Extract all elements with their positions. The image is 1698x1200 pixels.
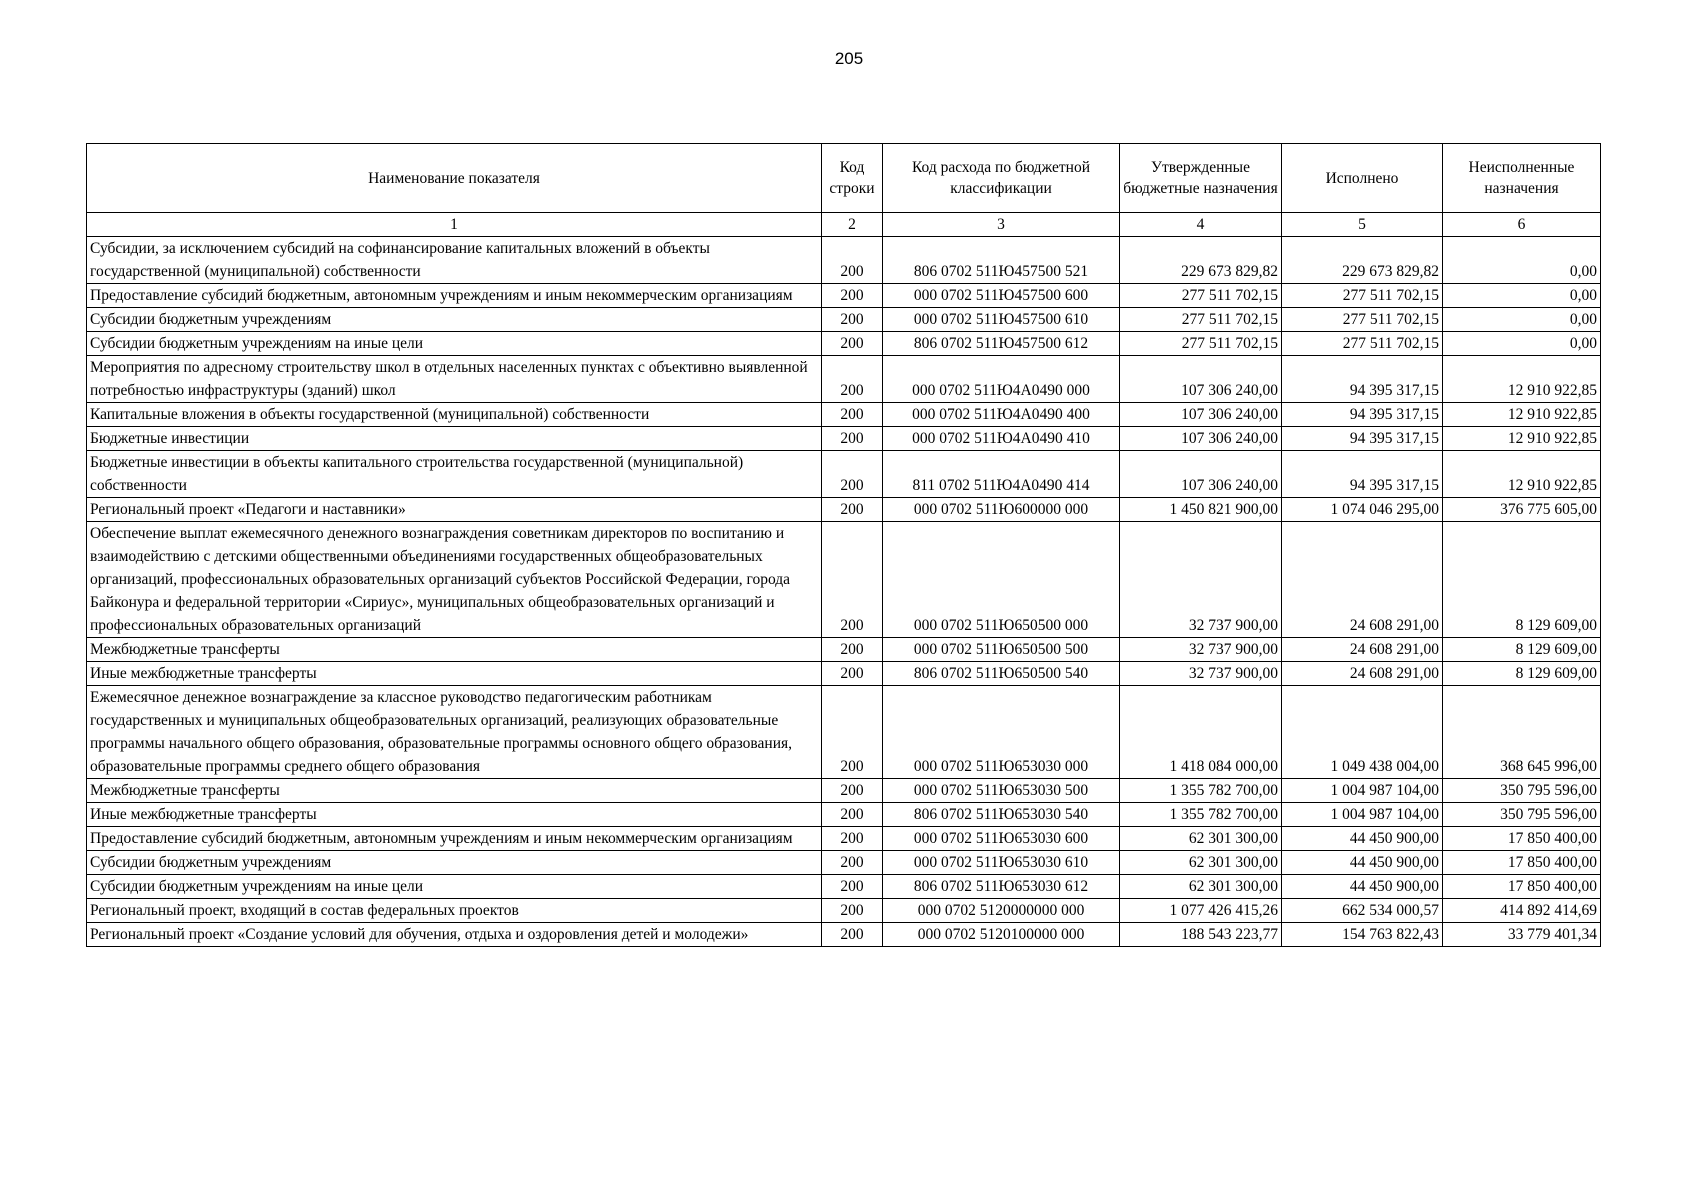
table-row xyxy=(87,827,1601,851)
row-executed-cell: 154 763 822,43 xyxy=(1282,923,1443,947)
header-approved: Утвержденные бюджетные назначения xyxy=(1120,144,1282,213)
page-number: 205 xyxy=(834,49,864,68)
row-name-cell: Обеспечение выплат ежемесячного денежного вознаграждения советникам директоров по воспитанию и взаимодействию с детскими общественными объединениями государственных общеобразовательных организаций, профессиональных образовательных организаций субъектов Российской Федерации, города Байконура и федеральной территории «Сириус», муниципальных общеобразовательных организаций и профессиональных образовательных организаций xyxy=(87,522,822,638)
column-number: 5 xyxy=(1282,213,1443,237)
row-name-cell: Региональный проект «Педагоги и наставники» xyxy=(87,498,822,522)
row-executed-cell: 44 450 900,00 xyxy=(1282,827,1443,851)
row-approved-cell: 62 301 300,00 xyxy=(1120,827,1282,851)
row-classification-cell: 806 0702 511Ю653030 540 xyxy=(883,803,1120,827)
row-approved-cell: 107 306 240,00 xyxy=(1120,451,1282,498)
table-row xyxy=(87,403,1601,427)
row-approved-cell: 107 306 240,00 xyxy=(1120,427,1282,451)
row-name-cell: Иные межбюджетные трансферты xyxy=(87,662,822,686)
row-approved-cell: 277 511 702,15 xyxy=(1120,284,1282,308)
table-header-row xyxy=(87,144,1601,213)
row-line-code-cell: 200 xyxy=(822,779,883,803)
row-executed-cell: 44 450 900,00 xyxy=(1282,875,1443,899)
column-number-row xyxy=(87,213,1601,237)
row-approved-cell: 229 673 829,82 xyxy=(1120,237,1282,284)
table-row xyxy=(87,356,1601,403)
row-name-cell: Субсидии бюджетным учреждениям на иные цели xyxy=(87,875,822,899)
row-classification-cell: 806 0702 511Ю457500 521 xyxy=(883,237,1120,284)
row-line-code-cell: 200 xyxy=(822,662,883,686)
header-budget-classification: Код расхода по бюджетной классификации xyxy=(883,144,1120,213)
row-line-code-cell: 200 xyxy=(822,498,883,522)
row-line-code-cell: 200 xyxy=(822,686,883,779)
table-row xyxy=(87,899,1601,923)
row-unexecuted-cell: 33 779 401,34 xyxy=(1443,923,1601,947)
row-line-code-cell: 200 xyxy=(822,827,883,851)
row-line-code-cell: 200 xyxy=(822,427,883,451)
row-approved-cell: 32 737 900,00 xyxy=(1120,638,1282,662)
row-classification-cell: 000 0702 511Ю457500 610 xyxy=(883,308,1120,332)
row-unexecuted-cell: 17 850 400,00 xyxy=(1443,827,1601,851)
row-executed-cell: 277 511 702,15 xyxy=(1282,332,1443,356)
row-name-cell: Капитальные вложения в объекты государственной (муниципальной) собственности xyxy=(87,403,822,427)
table-row xyxy=(87,803,1601,827)
budget-execution-table xyxy=(86,143,1601,947)
row-name-cell: Региональный проект, входящий в состав федеральных проектов xyxy=(87,899,822,923)
row-approved-cell: 32 737 900,00 xyxy=(1120,522,1282,638)
row-line-code-cell: 200 xyxy=(822,638,883,662)
row-unexecuted-cell: 368 645 996,00 xyxy=(1443,686,1601,779)
row-name-cell: Иные межбюджетные трансферты xyxy=(87,803,822,827)
table-row xyxy=(87,427,1601,451)
row-unexecuted-cell: 414 892 414,69 xyxy=(1443,899,1601,923)
row-approved-cell: 107 306 240,00 xyxy=(1120,403,1282,427)
row-line-code-cell: 200 xyxy=(822,403,883,427)
row-classification-cell: 000 0702 511Ю600000 000 xyxy=(883,498,1120,522)
row-approved-cell: 1 077 426 415,26 xyxy=(1120,899,1282,923)
row-classification-cell: 000 0702 511Ю650500 000 xyxy=(883,522,1120,638)
column-number: 4 xyxy=(1120,213,1282,237)
row-executed-cell: 229 673 829,82 xyxy=(1282,237,1443,284)
row-executed-cell: 94 395 317,15 xyxy=(1282,403,1443,427)
column-number: 6 xyxy=(1443,213,1601,237)
row-classification-cell: 000 0702 511Ю4А0490 400 xyxy=(883,403,1120,427)
row-classification-cell: 000 0702 511Ю650500 500 xyxy=(883,638,1120,662)
row-unexecuted-cell: 12 910 922,85 xyxy=(1443,356,1601,403)
table-row xyxy=(87,284,1601,308)
row-line-code-cell: 200 xyxy=(822,332,883,356)
row-approved-cell: 1 450 821 900,00 xyxy=(1120,498,1282,522)
row-unexecuted-cell: 0,00 xyxy=(1443,308,1601,332)
row-approved-cell: 1 355 782 700,00 xyxy=(1120,779,1282,803)
row-line-code-cell: 200 xyxy=(822,284,883,308)
table-row xyxy=(87,662,1601,686)
row-classification-cell: 806 0702 511Ю653030 612 xyxy=(883,875,1120,899)
row-approved-cell: 1 355 782 700,00 xyxy=(1120,803,1282,827)
row-executed-cell: 277 511 702,15 xyxy=(1282,308,1443,332)
row-unexecuted-cell: 0,00 xyxy=(1443,284,1601,308)
row-classification-cell: 000 0702 511Ю653030 500 xyxy=(883,779,1120,803)
column-number: 1 xyxy=(87,213,822,237)
row-name-cell: Бюджетные инвестиции в объекты капитального строительства государственной (муниципальной) собственности xyxy=(87,451,822,498)
header-indicator-name: Наименование показателя xyxy=(87,144,822,213)
row-line-code-cell: 200 xyxy=(822,451,883,498)
table-row xyxy=(87,686,1601,779)
row-approved-cell: 1 418 084 000,00 xyxy=(1120,686,1282,779)
row-line-code-cell: 200 xyxy=(822,356,883,403)
column-number: 3 xyxy=(883,213,1120,237)
table-row xyxy=(87,851,1601,875)
row-executed-cell: 277 511 702,15 xyxy=(1282,284,1443,308)
row-line-code-cell: 200 xyxy=(822,899,883,923)
row-line-code-cell: 200 xyxy=(822,803,883,827)
row-unexecuted-cell: 17 850 400,00 xyxy=(1443,851,1601,875)
row-classification-cell: 000 0702 511Ю457500 600 xyxy=(883,284,1120,308)
row-unexecuted-cell: 376 775 605,00 xyxy=(1443,498,1601,522)
row-classification-cell: 811 0702 511Ю4А0490 414 xyxy=(883,451,1120,498)
table-row xyxy=(87,875,1601,899)
row-name-cell: Субсидии бюджетным учреждениям xyxy=(87,851,822,875)
row-unexecuted-cell: 350 795 596,00 xyxy=(1443,779,1601,803)
row-unexecuted-cell: 350 795 596,00 xyxy=(1443,803,1601,827)
row-unexecuted-cell: 8 129 609,00 xyxy=(1443,522,1601,638)
row-executed-cell: 24 608 291,00 xyxy=(1282,522,1443,638)
row-classification-cell: 806 0702 511Ю457500 612 xyxy=(883,332,1120,356)
row-line-code-cell: 200 xyxy=(822,851,883,875)
row-unexecuted-cell: 12 910 922,85 xyxy=(1443,427,1601,451)
header-line-code: Код строки xyxy=(822,144,883,213)
row-unexecuted-cell: 12 910 922,85 xyxy=(1443,403,1601,427)
row-executed-cell: 1 049 438 004,00 xyxy=(1282,686,1443,779)
row-approved-cell: 277 511 702,15 xyxy=(1120,332,1282,356)
row-classification-cell: 806 0702 511Ю650500 540 xyxy=(883,662,1120,686)
row-name-cell: Ежемесячное денежное вознаграждение за классное руководство педагогическим работникам государственных и муниципальных общеобразовательных организаций, реализующих образовательные программы начального общего образования, образовательные программы основного общего образования, образовательные программы среднего общего образования xyxy=(87,686,822,779)
table-body xyxy=(87,237,1601,947)
row-approved-cell: 62 301 300,00 xyxy=(1120,851,1282,875)
row-name-cell: Субсидии бюджетным учреждениям на иные цели xyxy=(87,332,822,356)
row-name-cell: Бюджетные инвестиции xyxy=(87,427,822,451)
row-classification-cell: 000 0702 511Ю653030 610 xyxy=(883,851,1120,875)
table-row xyxy=(87,308,1601,332)
row-unexecuted-cell: 8 129 609,00 xyxy=(1443,662,1601,686)
row-executed-cell: 24 608 291,00 xyxy=(1282,638,1443,662)
row-classification-cell: 000 0702 511Ю4А0490 000 xyxy=(883,356,1120,403)
table-row xyxy=(87,451,1601,498)
row-executed-cell: 662 534 000,57 xyxy=(1282,899,1443,923)
row-unexecuted-cell: 0,00 xyxy=(1443,237,1601,284)
row-name-cell: Межбюджетные трансферты xyxy=(87,638,822,662)
row-name-cell: Предоставление субсидий бюджетным, автономным учреждениям и иным некоммерческим организациям xyxy=(87,284,822,308)
row-name-cell: Региональный проект «Создание условий для обучения, отдыха и оздоровления детей и молодежи» xyxy=(87,923,822,947)
row-executed-cell: 94 395 317,15 xyxy=(1282,451,1443,498)
row-name-cell: Межбюджетные трансферты xyxy=(87,779,822,803)
table-row xyxy=(87,522,1601,638)
row-classification-cell: 000 0702 5120100000 000 xyxy=(883,923,1120,947)
table-row xyxy=(87,498,1601,522)
row-name-cell: Субсидии бюджетным учреждениям xyxy=(87,308,822,332)
table-row xyxy=(87,779,1601,803)
row-unexecuted-cell: 17 850 400,00 xyxy=(1443,875,1601,899)
row-executed-cell: 44 450 900,00 xyxy=(1282,851,1443,875)
row-approved-cell: 107 306 240,00 xyxy=(1120,356,1282,403)
row-approved-cell: 32 737 900,00 xyxy=(1120,662,1282,686)
row-classification-cell: 000 0702 511Ю653030 600 xyxy=(883,827,1120,851)
table-row xyxy=(87,638,1601,662)
header-unexecuted: Неисполненные назначения xyxy=(1443,144,1601,213)
row-name-cell: Предоставление субсидий бюджетным, автономным учреждениям и иным некоммерческим организациям xyxy=(87,827,822,851)
row-line-code-cell: 200 xyxy=(822,923,883,947)
row-classification-cell: 000 0702 511Ю4А0490 410 xyxy=(883,427,1120,451)
row-executed-cell: 94 395 317,15 xyxy=(1282,356,1443,403)
row-line-code-cell: 200 xyxy=(822,875,883,899)
row-unexecuted-cell: 12 910 922,85 xyxy=(1443,451,1601,498)
column-number: 2 xyxy=(822,213,883,237)
row-name-cell: Мероприятия по адресному строительству школ в отдельных населенных пунктах с объективно выявленной потребностью инфраструктуры (зданий) школ xyxy=(87,356,822,403)
row-unexecuted-cell: 0,00 xyxy=(1443,332,1601,356)
row-executed-cell: 1 004 987 104,00 xyxy=(1282,803,1443,827)
row-name-cell: Субсидии, за исключением субсидий на софинансирование капитальных вложений в объекты государственной (муниципальной) собственности xyxy=(87,237,822,284)
header-executed: Исполнено xyxy=(1282,144,1443,213)
row-classification-cell: 000 0702 511Ю653030 000 xyxy=(883,686,1120,779)
row-executed-cell: 1 074 046 295,00 xyxy=(1282,498,1443,522)
row-approved-cell: 62 301 300,00 xyxy=(1120,875,1282,899)
row-line-code-cell: 200 xyxy=(822,237,883,284)
row-executed-cell: 94 395 317,15 xyxy=(1282,427,1443,451)
table-row xyxy=(87,923,1601,947)
row-executed-cell: 24 608 291,00 xyxy=(1282,662,1443,686)
row-approved-cell: 277 511 702,15 xyxy=(1120,308,1282,332)
row-executed-cell: 1 004 987 104,00 xyxy=(1282,779,1443,803)
table-row xyxy=(87,332,1601,356)
row-classification-cell: 000 0702 5120000000 000 xyxy=(883,899,1120,923)
row-unexecuted-cell: 8 129 609,00 xyxy=(1443,638,1601,662)
row-approved-cell: 188 543 223,77 xyxy=(1120,923,1282,947)
table-row xyxy=(87,237,1601,284)
row-line-code-cell: 200 xyxy=(822,308,883,332)
row-line-code-cell: 200 xyxy=(822,522,883,638)
